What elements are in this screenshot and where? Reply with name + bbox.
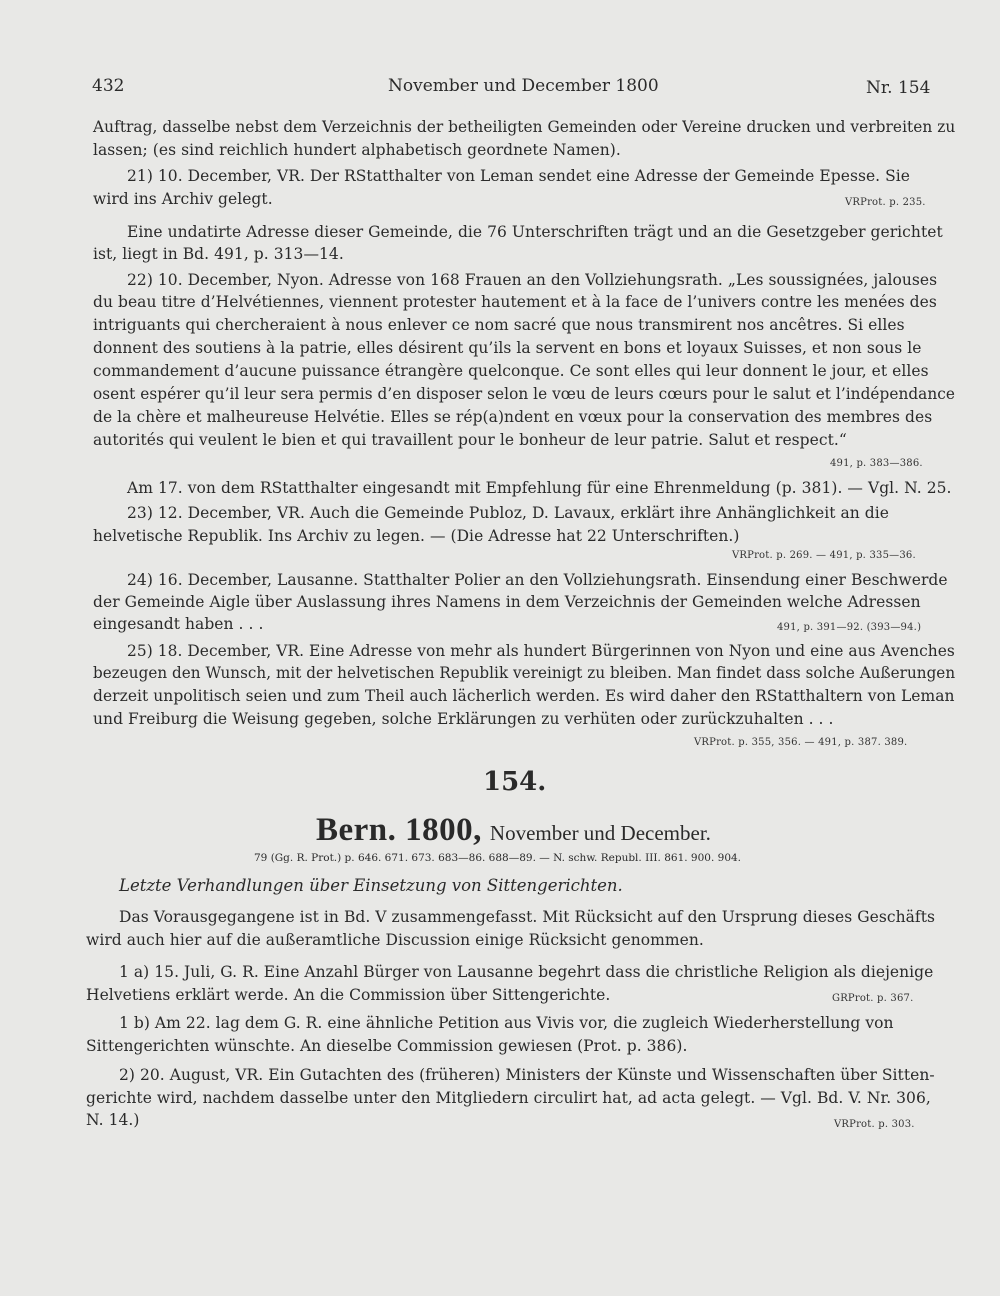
- document-subtitle: Letzte Verhandlungen über Einsetzung von Sittengerichten.: [119, 876, 623, 895]
- entry-1b-line: Sittengerichten wünschte. An dieselbe Commission gewiesen (Prot. p. 386).: [86, 1037, 688, 1055]
- entry-1a-line: Helvetiens erklärt werde. An die Commission über Sittengerichte.: [86, 986, 611, 1004]
- entry-25-line: bezeugen den Wunsch, mit der helvetischen Republik vereinigt zu bleiben. Man findet dass solche Außerungen: [93, 664, 956, 682]
- entry-23-line: 23) 12. December, VR. Auch die Gemeinde Publoz, D. Lavaux, erklärt ihre Anhänglichkeit an die: [127, 504, 890, 522]
- entry-24-line: eingesandt haben . . .: [93, 615, 264, 633]
- document-place-year: Bern. 1800,: [316, 812, 482, 848]
- entry-21-line: wird ins Archiv gelegt.: [93, 190, 273, 208]
- document-number: 154.: [483, 767, 547, 797]
- text-line: lassen; (es sind reichlich hundert alphabetisch geordnete Namen).: [93, 141, 621, 159]
- entry-22-line: de la chère et malheureuse Helvétie. Elles se rép(a)ndent en vœux pour la conservation des membres des: [93, 408, 933, 426]
- source-reference: GRProt. p. 367.: [832, 993, 914, 1004]
- document-date: November und December.: [489, 821, 711, 845]
- page-number: 432: [92, 76, 125, 96]
- entry-21-line: Eine undatirte Adresse dieser Gemeinde, die 76 Unterschriften trägt und an die Gesetzgeber gerichtet: [127, 223, 943, 241]
- source-reference: VRProt. p. 303.: [834, 1119, 915, 1130]
- document-title: [316, 812, 711, 849]
- entry-21-line: 21) 10. December, VR. Der RStatthalter von Leman sendet eine Adresse der Gemeinde Epesse. Sie: [127, 167, 911, 185]
- entry-25-line: 25) 18. December, VR. Eine Adresse von mehr als hundert Bürgerinnen von Nyon und eine aus Avenches: [127, 642, 955, 660]
- intro-line: Das Vorausgegangene ist in Bd. V zusammengefasst. Mit Rücksicht auf den Ursprung dieses Geschäfts: [119, 908, 935, 926]
- entry-22-line: Am 17. von dem RStatthalter eingesandt mit Empfehlung für eine Ehrenmeldung (p. 381). — Vgl. N. 25.: [127, 479, 952, 497]
- entry-2-line: N. 14.): [86, 1111, 140, 1129]
- entry-22-line: 22) 10. December, Nyon. Adresse von 168 Frauen an den Vollziehungsrath. „Les soussignées, jalouses: [127, 271, 938, 289]
- entry-2-line: 2) 20. August, VR. Ein Gutachten des (früheren) Ministers der Künste und Wissenschaften über Sitten-: [119, 1066, 935, 1084]
- source-reference: VRProt. p. 269. — 491, p. 335—36.: [732, 550, 916, 561]
- entry-22-line: osent espérer qu’il leur sera permis d’en disposer selon le vœu de leurs cœurs pour le salut et l’indépendance: [93, 385, 955, 403]
- entry-21-line: ist, liegt in Bd. 491, p. 313—14.: [93, 245, 344, 263]
- entry-24-line: 24) 16. December, Lausanne. Statthalter Polier an den Vollziehungsrath. Einsendung einer Beschwerde: [127, 571, 948, 589]
- entry-22-line: donnent des soutiens à la patrie, elles désirent qu’ils la servent en bons et loyaux Suisses, et non sous le: [93, 339, 922, 357]
- entry-24-line: der Gemeinde Aigle über Auslassung ihres Namens in dem Verzeichnis der Gemeinden welche Adressen: [93, 593, 921, 611]
- entry-1b-line: 1 b) Am 22. lag dem G. R. eine ähnliche Petition aus Vivis vor, die zugleich Wiederherstellung von: [119, 1014, 894, 1032]
- source-reference: VRProt. p. 235.: [845, 197, 926, 208]
- text-line: Auftrag, dasselbe nebst dem Verzeichnis der betheiligten Gemeinden oder Vereine drucken und verbreiten zu: [93, 118, 956, 136]
- source-reference: VRProt. p. 355, 356. — 491, p. 387. 389.: [694, 737, 908, 748]
- entry-25-line: derzeit unpolitisch seien und zum Theil auch lächerlich werden. Es wird daher den RStatthaltern von Leman: [93, 687, 955, 705]
- intro-line: wird auch hier auf die außeramtliche Discussion einige Rücksicht genommen.: [86, 931, 704, 949]
- document-reference: Nr. 154: [866, 78, 931, 98]
- source-reference: 491, p. 383—386.: [830, 458, 923, 469]
- running-title: November und December 1800: [388, 76, 659, 96]
- entry-22-line: du beau titre d’Helvétiennes, viennent protester hautement et à la face de l’univers contre les menées des: [93, 293, 937, 311]
- entry-2-line: gerichte wird, nachdem dasselbe unter den Mitgliedern circulirt hat, ad acta gelegt. — Vgl. Bd. V. Nr. 306,: [86, 1089, 931, 1107]
- entry-22-line: autorités qui veulent le bien et qui travaillent pour le bonheur de leur patrie. Salut et respect.“: [93, 431, 847, 449]
- entry-23-line: helvetische Republik. Ins Archiv zu legen. — (Die Adresse hat 22 Unterschriften.): [93, 527, 740, 545]
- entry-22-line: commandement d’aucune puissance étrangère quelconque. Ce sont elles qui leur donnent le jour, et elles: [93, 362, 929, 380]
- entry-25-line: und Freiburg die Weisung gegeben, solche Erklärungen zu verhüten oder zurückzuhalten . . .: [93, 710, 834, 728]
- entry-22-line: intriguants qui chercheraient à nous enlever ce nom sacré que nous transmirent nos ancêtres. Si elles: [93, 316, 905, 334]
- entry-1a-line: 1 a) 15. Juli, G. R. Eine Anzahl Bürger von Lausanne begehrt dass die christliche Religion als diejenige: [119, 963, 934, 981]
- document-sources: 79 (Gg. R. Prot.) p. 646. 671. 673. 683—86. 688—89. — N. schw. Republ. III. 861. 900. 904.: [254, 852, 742, 864]
- source-reference: 491, p. 391—92. (393—94.): [777, 622, 922, 633]
